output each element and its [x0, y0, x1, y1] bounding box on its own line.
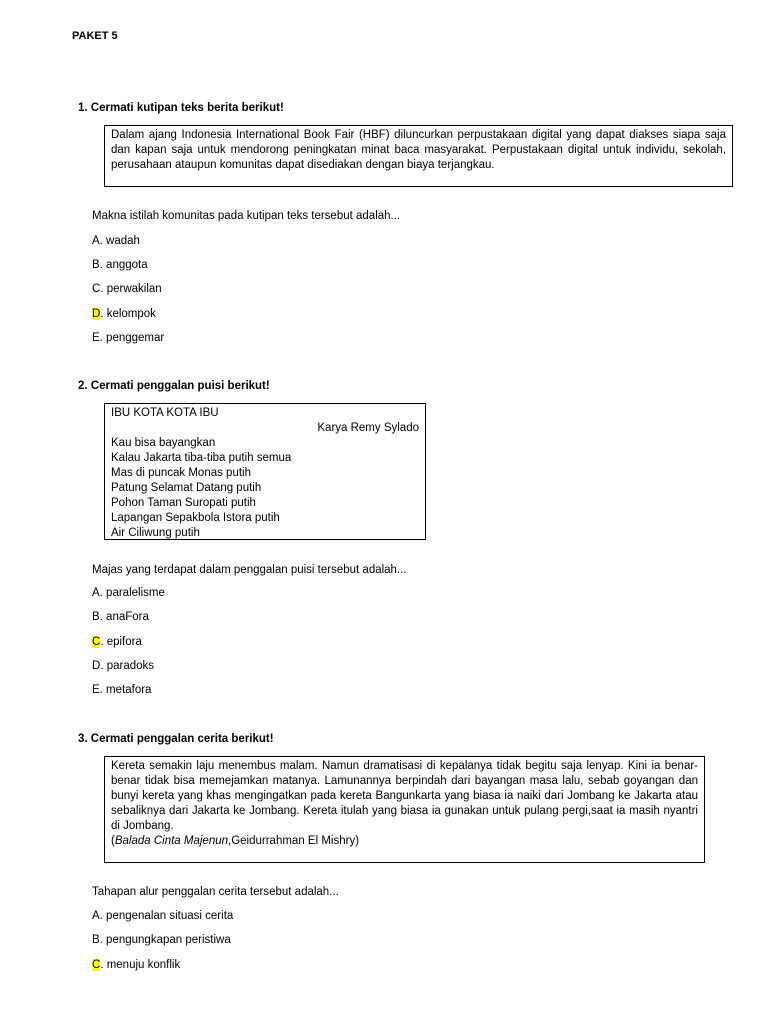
question-number: 3. — [78, 733, 88, 745]
q2-option-d[interactable] — [92, 660, 154, 672]
passage-text: Dalam ajang Indonesia International Book Fair (HBF) diluncurkan perpustakaan digital yang dapat diakses siapa saja dan kapan saja untuk mendorong peningkatan minat baca masyarakat. Perpustakaan digital untuk individu, sekolah, perusahaan ataupun komunitas dapat disediakan dengan biaya terjangkau. — [111, 129, 726, 171]
source-author: ,Geidurrahman El Mishry) — [228, 835, 360, 847]
option-letter: E — [92, 684, 100, 696]
question-3-prompt: Tahapan alur penggalan cerita tersebut adalah... — [92, 886, 339, 898]
option-letter: B — [92, 934, 100, 946]
option-letter: C — [92, 283, 101, 295]
source-title: Balada Cinta Majenun — [114, 835, 229, 847]
question-title-text: Cermati kutipan teks berita berikut! — [90, 102, 284, 114]
option-letter-highlighted: D — [92, 308, 101, 320]
option-letter: A — [92, 587, 100, 599]
question-1-title — [78, 102, 284, 114]
page-header: PAKET 5 — [72, 30, 118, 42]
q1-option-c[interactable] — [92, 283, 162, 295]
option-text: . anggota — [99, 259, 148, 271]
option-letter: E — [92, 332, 100, 344]
passage-source — [111, 834, 698, 849]
q2-option-c[interactable] — [92, 636, 142, 648]
option-letter: A — [92, 235, 100, 247]
q3-option-b[interactable] — [92, 934, 231, 946]
q1-option-a[interactable] — [92, 235, 140, 247]
option-text: . wadah — [99, 235, 140, 247]
option-letter: D — [92, 660, 101, 672]
option-text: . paralelisme — [99, 587, 165, 599]
poem-line: Patung Selamat Datang putih — [111, 482, 262, 494]
question-2-poem-box — [104, 403, 426, 540]
option-letter-highlighted: C — [92, 636, 101, 648]
option-text: . pengungkapan peristiwa — [99, 934, 231, 946]
question-3-title — [78, 733, 274, 745]
poem-line: Air Ciliwung putih — [111, 527, 200, 539]
q2-option-a[interactable] — [92, 587, 165, 599]
q1-option-b[interactable] — [92, 259, 148, 271]
option-letter: B — [92, 259, 100, 271]
poem-line: Kau bisa bayangkan — [111, 437, 216, 449]
question-1-prompt: Makna istilah komunitas pada kutipan teks tersebut adalah... — [92, 210, 401, 222]
poem-title: IBU KOTA KOTA IBU — [111, 407, 219, 419]
option-text: . anaFora — [99, 611, 149, 623]
poem-author: Karya Remy Sylado — [317, 422, 419, 434]
poem-line: Kalau Jakarta tiba-tiba putih semua — [111, 452, 292, 464]
option-text: . menuju konflik — [100, 959, 181, 971]
q1-option-e[interactable] — [92, 332, 164, 344]
question-title-text: Cermati penggalan cerita berikut! — [90, 733, 274, 745]
poem-line: Pohon Taman Suropati putih — [111, 497, 256, 509]
question-2-title — [78, 380, 270, 392]
option-text: . epifora — [100, 636, 142, 648]
option-text: . penggemar — [99, 332, 165, 344]
source-open-paren: ( — [111, 835, 115, 847]
q2-option-b[interactable] — [92, 611, 149, 623]
poem-line: Lapangan Sepakbola Istora putih — [111, 512, 280, 524]
question-number: 2. — [78, 380, 88, 392]
question-1-passage-box — [104, 125, 733, 187]
passage-text: Kereta semakin laju menembus malam. Namun dramatisasi di kepalanya tidak begitu saja lenyap. Kini ia benar-benar tidak bisa memejamkan matanya. Lamunannya berpindah dari bayangan masa lalu, sebab goyangan dan bunyi kereta yang khas mengingatkan pada kereta Bangunkarta yang biasa ia naiki dari Jombang ke Jakarta atau sebaliknya dari Jakarta ke Jombang. Kereta itulah yang biasa ia gunakan untuk pulang pergi,saat ia masih nyantri di Jombang. — [111, 760, 698, 832]
q1-option-d[interactable] — [92, 308, 156, 320]
question-2-prompt: Majas yang terdapat dalam penggalan puisi tersebut adalah... — [92, 564, 407, 576]
poem-line: Mas di puncak Monas putih — [111, 467, 251, 479]
option-text: . pengenalan situasi cerita — [99, 910, 234, 922]
question-number: 1. — [78, 102, 88, 114]
q2-option-e[interactable] — [92, 684, 151, 696]
option-text: . paradoks — [100, 660, 155, 672]
option-letter-highlighted: C — [92, 959, 101, 971]
question-title-text: Cermati penggalan puisi berikut! — [90, 380, 270, 392]
option-text: . perwakilan — [100, 283, 162, 295]
question-3-passage-box — [104, 756, 705, 863]
option-text: . metafora — [99, 684, 152, 696]
option-letter: B — [92, 611, 100, 623]
option-letter: A — [92, 910, 100, 922]
q3-option-a[interactable] — [92, 910, 233, 922]
q3-option-c[interactable] — [92, 959, 180, 971]
option-text: . kelompok — [100, 308, 156, 320]
